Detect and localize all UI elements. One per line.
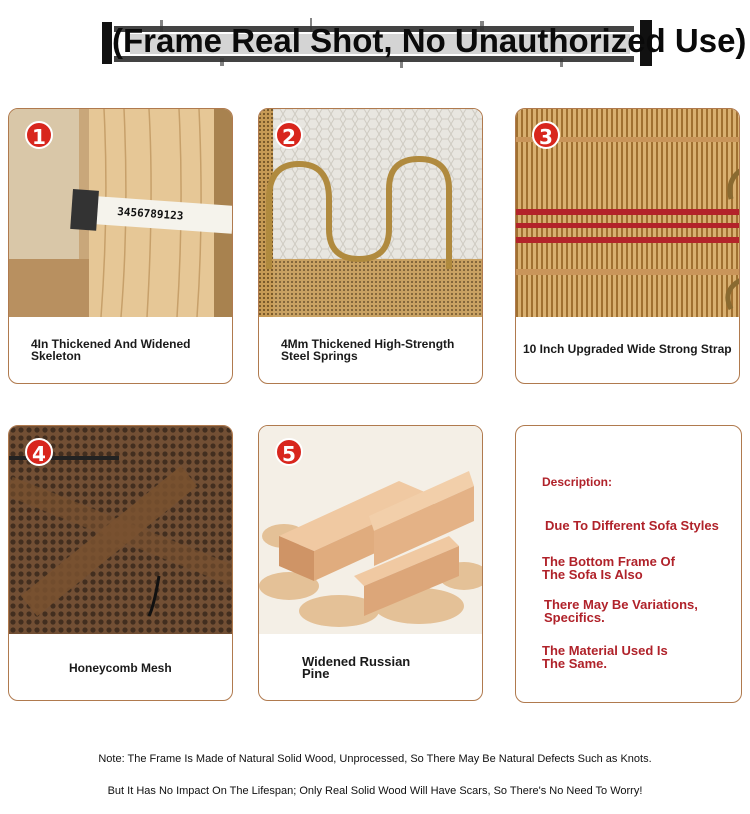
- caption-pine: Widened Russian Pine: [302, 654, 411, 681]
- caption-mesh: Honeycomb Mesh: [69, 661, 172, 675]
- feature-card-pine: [258, 425, 483, 701]
- page-title: (Frame Real Shot, No Unauthorized Use): [112, 22, 747, 59]
- note-line-1: Note: The Frame Is Made of Natural Solid Wood, Unprocessed, So There May Be Natural Defects Such as Knots.: [98, 753, 652, 765]
- feature-card-skeleton: [8, 108, 233, 384]
- feature-card-strap: [515, 108, 740, 384]
- description-line-4: The Material Used Is The Same.: [542, 643, 668, 671]
- caption-springs: 4Mm Thickened High-Strength Steel Springs: [281, 337, 455, 363]
- description-card: [515, 425, 742, 703]
- description-line-1: Due To Different Sofa Styles: [545, 518, 719, 533]
- badge-number-3: 3: [532, 121, 560, 149]
- caption-strap: 10 Inch Upgraded Wide Strong Strap: [523, 342, 732, 356]
- note-line-2: But It Has No Impact On The Lifespan; Only Real Solid Wood Will Have Scars, So There's No Need To Worry!: [107, 785, 643, 797]
- badge-number-2: 2: [275, 121, 303, 149]
- description-line-2: The Bottom Frame Of The Sofa Is Also: [542, 554, 675, 582]
- badge-number-5: 5: [275, 438, 303, 466]
- description-line-3: There May Be Variations, Specifics.: [544, 597, 698, 625]
- description-heading: Description:: [542, 475, 613, 489]
- title-banner: [100, 14, 747, 72]
- feature-card-springs: [258, 108, 483, 384]
- badge-number-4: 4: [25, 438, 53, 466]
- caption-skeleton: 4In Thickened And Widened Skeleton: [31, 337, 191, 363]
- tape-digits: 3456789123: [116, 205, 184, 223]
- feature-card-mesh: [8, 425, 233, 701]
- badge-number-1: 1: [25, 121, 53, 149]
